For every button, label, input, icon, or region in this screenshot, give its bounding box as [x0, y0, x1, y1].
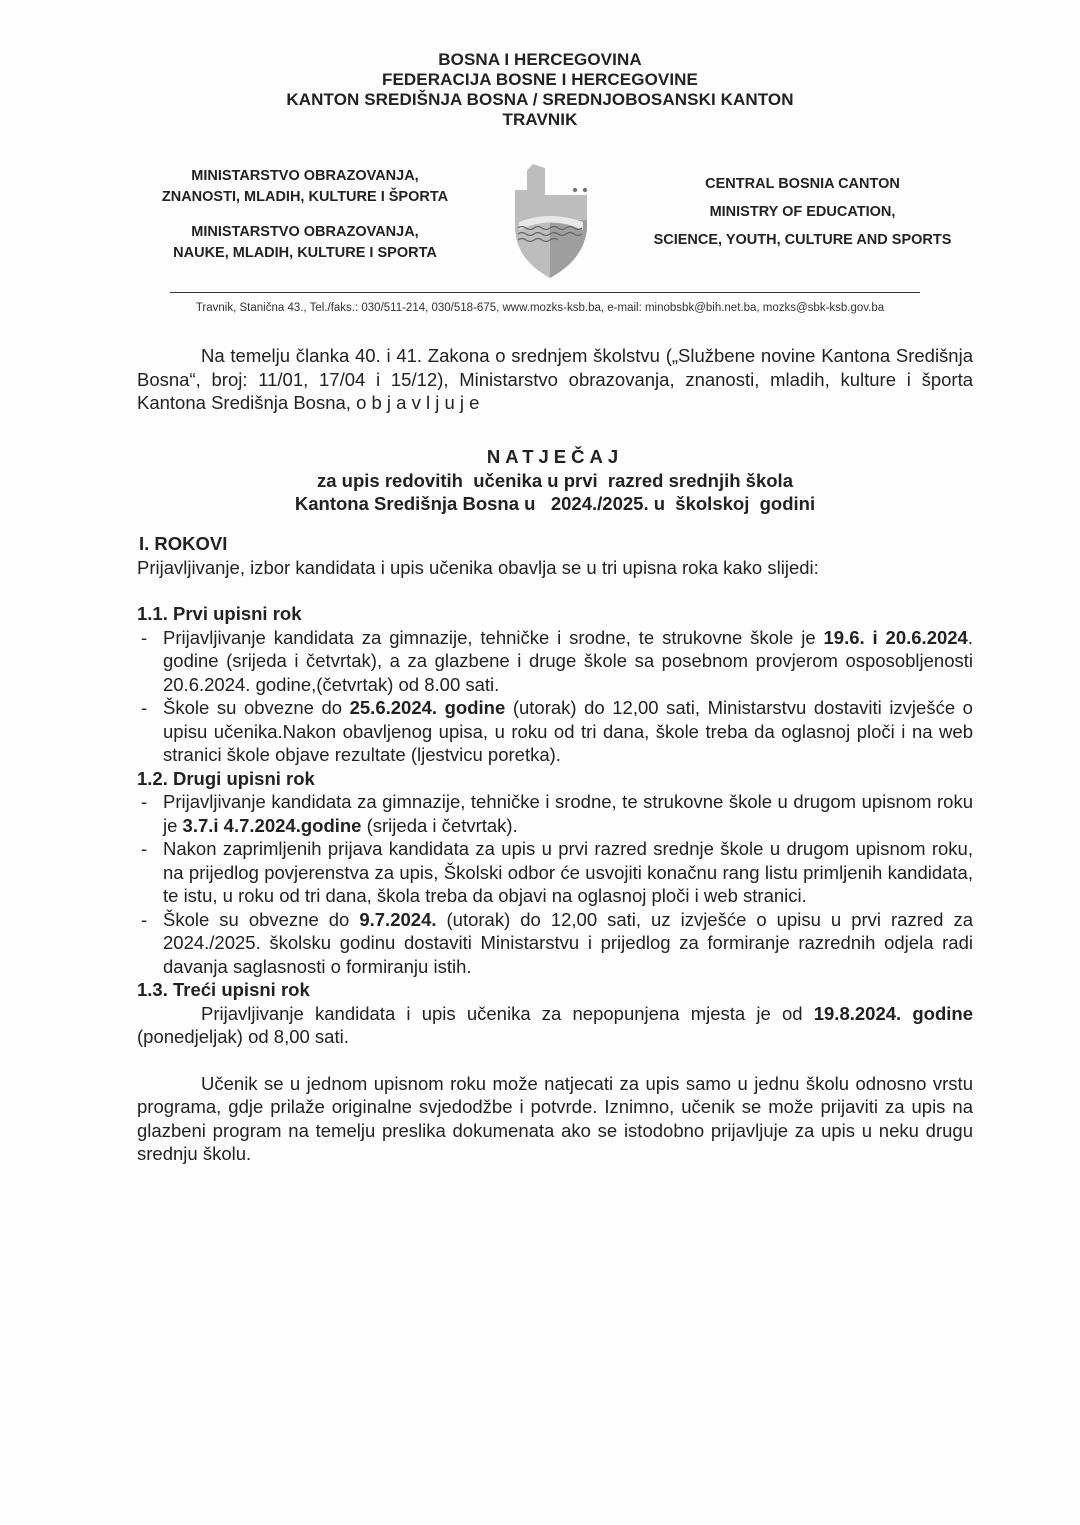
header-line-federation: FEDERACIJA BOSNE I HERCEGOVINE [382, 70, 698, 89]
rok2-item-3 [137, 908, 973, 979]
title-line-3: Kantona Središnja Bosna u 2024./2025. u školskoj godini [294, 493, 816, 514]
item-text: Škole su obvezne do [163, 697, 350, 718]
title-line-2: za upis redovitih učenika u prvi razred srednjih škola [316, 469, 793, 491]
list-dash: - [141, 791, 148, 812]
header-divider [170, 292, 920, 293]
rok1-heading: 1.1. Prvi upisni rok [137, 603, 302, 624]
item-date: 19.6. i 20.6.2024 [823, 626, 968, 648]
item-text: Prijavljivanje kandidata i upis učenika za nepopunjena mjesta je od [201, 1002, 814, 1024]
rok2-heading: 1.2. Drugi upisni rok [137, 767, 315, 789]
item-date: 19.8.2024. godine [813, 1002, 973, 1024]
section-rokovi [137, 532, 973, 1166]
ministry-left-line: ZNANOSTI, MLADIH, KULTURE I ŠPORTA [161, 189, 449, 205]
rok3-heading: 1.3. Treći upisni rok [137, 979, 310, 1000]
ministry-right-line: SCIENCE, YOUTH, CULTURE AND SPORTS [653, 232, 952, 248]
ministry-right-line: CENTRAL BOSNIA CANTON [705, 176, 900, 192]
item-date: 9.7.2024. [359, 908, 437, 930]
ministry-right-line: MINISTRY OF EDUCATION, [709, 204, 896, 220]
rok1-item-2 [137, 696, 973, 767]
rok2-item-2 [137, 837, 973, 908]
list-dash: - [141, 838, 148, 859]
item-text: Prijavljivanje kandidata za gimnazije, tehničke i srodne, te strukovne škole je [163, 626, 824, 648]
section-intro: Prijavljivanje, izbor kandidata i upis učenika obavlja se u tri upisna roka kako slijedi: [137, 556, 819, 578]
list-dash: - [141, 626, 148, 648]
item-date: 25.6.2024. godine [349, 697, 506, 718]
item-text: Škole su obvezne do [163, 908, 360, 930]
item-text: (utorak) do 12,00 sati, uz izvješće o upisu u prvi razred za 2024./2025. školsku godinu dostaviti Ministarstvu i prijedlog za formiranje razrednih odjela radi davanja saglasnosti o formiranju istih. [163, 908, 973, 977]
rok1-item-1 [137, 626, 973, 697]
item-text: (srijeda i četvrtak). [361, 814, 518, 836]
list-dash: - [141, 908, 148, 930]
rok3-paragraph [137, 1002, 973, 1049]
announces-word: o b j a v l j u j e [356, 392, 480, 413]
item-date: 3.7.i 4.7.2024.godine [182, 814, 362, 836]
document-title [137, 445, 973, 516]
contact-line: Travnik, Stanična 43., Tel./faks.: 030/511-214, 030/518-675, www.mozks-ksb.ba, e-mail: minobsbk@bih.net.ba, mozks@sbk-ksb.gov.ba [195, 302, 885, 314]
intro-text: Na temelju članka 40. i 41. Zakona o srednjem školstvu („Službene novine Kantona Središnja Bosna“, broj: 11/01, 17/04 i 15/12), Ministarstvo obrazovanja, znanosti, mladih, kulture i športa Kantona Središnja Bosna, [137, 345, 973, 413]
ministry-left-line: MINISTARSTVO OBRAZOVANJA, [191, 168, 419, 184]
ministry-left-line: MINISTARSTVO OBRAZOVANJA, [191, 224, 419, 240]
rok2-item-1 [137, 790, 973, 837]
header-line-country: BOSNA I HERCEGOVINA [438, 50, 642, 69]
item-text: Prijavljivanje kandidata za gimnazije, tehničke i srodne, te strukovne škole u drugom upisnom roku je [163, 791, 973, 836]
canton-coat-of-arms-icon [505, 160, 600, 280]
section-heading: I. ROKOVI [139, 533, 228, 554]
header-line-canton: KANTON SREDIŠNJA BOSNA / SREDNJOBOSANSKI KANTON [286, 90, 794, 109]
ministry-name-english [625, 170, 980, 254]
item-text: Nakon zaprimljenih prijava kandidata za upis u prvi razred srednje škole u drugom upisnom roku, na prijedlog povjerenstva za upis, Školski odbor će usvojiti konačnu rang listu primljenih kandidata, te istu, u roku od tri dana, škola treba da objavi na oglasnoj ploči i web stranici. [163, 838, 973, 906]
ministry-name-local [135, 166, 475, 264]
document-header [0, 50, 1080, 130]
intro-paragraph [137, 344, 973, 415]
closing-paragraph: Učenik se u jednom upisnom roku može natjecati za upis samo u jednu školu odnosno vrstu programa, gdje prilaže originalne svjedodžbe i potvrde. Iznimno, učenik se može prijaviti za upis na glazbeni program na temelju preslika dokumenata ako se istodobno prijavljuje za upis u neku drugu srednju školu. [137, 1072, 973, 1164]
item-text: . godine (srijeda i četvrtak), a za glazbene i druge škole sa posebnom provjerom osposobljenosti 20.6.2024. godine,(četvrtak) od 8.00 sati. [163, 626, 973, 695]
item-text: (utorak) do 12,00 sati, Ministarstvu dostaviti izvješće o upisu učenika.Nakon obavljenog upisa, u roku od tri dana, škole treba da oglasnoj ploči i na web stranici škole objave rezultate (ljestvicu poretka). [163, 697, 973, 765]
header-line-city: TRAVNIK [502, 110, 578, 129]
list-dash: - [141, 697, 148, 718]
item-text: (ponedjeljak) od 8,00 sati. [137, 1026, 349, 1047]
title-main: NATJEČAJ [486, 446, 624, 467]
ministry-left-line: NAUKE, MLADIH, KULTURE I SPORTA [173, 245, 437, 261]
